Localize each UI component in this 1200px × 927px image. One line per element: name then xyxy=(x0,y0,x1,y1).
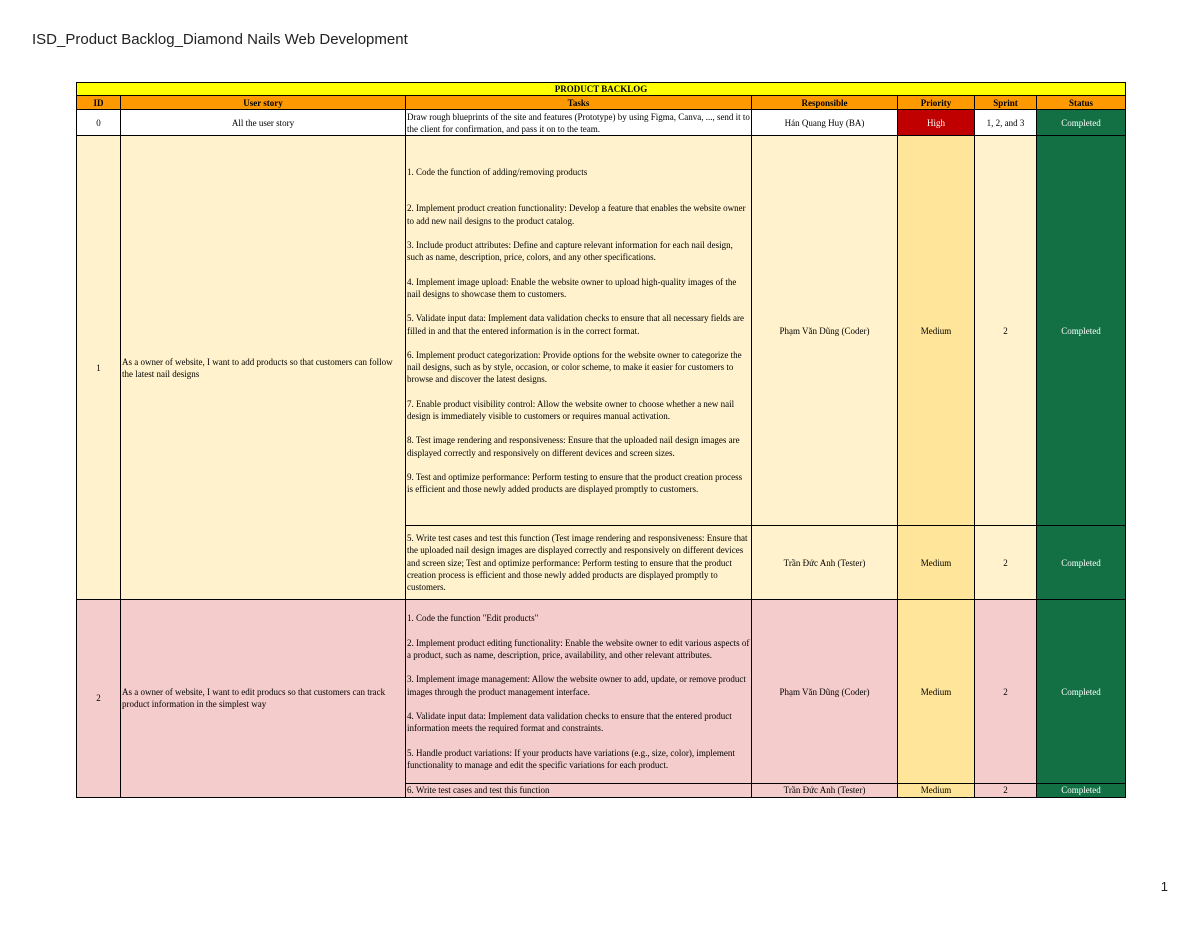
table-row xyxy=(77,110,1126,136)
user-story-cell: All the user story xyxy=(121,110,406,136)
status-badge: Completed xyxy=(1037,136,1126,526)
task-item: 4. Validate input data: Implement data validation checks to ensure that the entered product information meets the required format and constraints. xyxy=(407,710,732,734)
product-backlog-table xyxy=(76,82,1126,798)
priority-badge: Medium xyxy=(898,136,975,526)
task-item: 1. Code the function "Edit products" xyxy=(407,613,539,624)
column-header-priority: Priority xyxy=(898,96,975,110)
task-item: 8. Test image rendering and responsiveness: Ensure that the uploaded nail design images are displayed correctly and responsively on different devices and screen sizes. xyxy=(407,435,740,458)
task-item: 4. Implement image upload: Enable the website owner to upload high-quality images of the nail designs to showcase them to customers. xyxy=(407,276,737,299)
column-header-sprint: Sprint xyxy=(975,96,1037,110)
sprint-cell: 2 xyxy=(975,600,1037,784)
document-header: ISD_Product Backlog_Diamond Nails Web Development xyxy=(32,31,408,48)
page-number: 1 xyxy=(1160,879,1168,894)
task-item: 3. Implement image management: Allow the website owner to add, update, or remove product images through the product management interface. xyxy=(407,674,746,697)
responsible-cell: Phạm Văn Dũng (Coder) xyxy=(752,600,898,784)
priority-badge: Medium xyxy=(898,600,975,784)
tasks-cell xyxy=(406,526,752,600)
task-item: 5. Validate input data: Implement data validation checks to ensure that all necessary fields are filled in and that the entered information is in the correct format. xyxy=(407,313,744,336)
status-badge: Completed xyxy=(1037,526,1126,600)
status-badge: Completed xyxy=(1037,600,1126,784)
sprint-cell: 2 xyxy=(975,526,1037,600)
task-item: 3. Include product attributes: Define and capture relevant information for each nail design, such as name, description, price, colors, and any other specifications. xyxy=(407,240,733,263)
user-story-cell: As a owner of website, I want to add products so that customers can follow the latest nail designs xyxy=(121,136,406,600)
task-item: 6. Write test cases and test this function xyxy=(407,785,550,796)
task-item: 7. Enable product visibility control: Allow the website owner to choose whether a new nail design is immediately visible to customers or requires manual activation. xyxy=(407,398,735,421)
table-title: PRODUCT BACKLOG xyxy=(77,83,1126,96)
row-id: 2 xyxy=(77,600,121,797)
task-item: 2. Implement product creation functionality: Develop a feature that enables the website owner to add new nail designs to the product catalog. xyxy=(407,203,746,226)
tasks-cell xyxy=(406,136,752,526)
sprint-cell: 1, 2, and 3 xyxy=(975,110,1037,136)
priority-badge: Medium xyxy=(898,784,975,797)
task-item: 5. Handle product variations: If your products have variations (e.g., size, color), implement functionality to manage and edit the specific variations for each product. xyxy=(407,747,735,770)
task-item: 6. Implement product categorization: Provide options for the website owner to categorize the nail designs, such as by style, occasion, or color scheme, to make it easier for customers to browse and discover the latest designs. xyxy=(407,349,742,385)
user-story-cell: As a owner of website, I want to edit producs so that customers can track product information in the simplest way xyxy=(121,600,406,797)
row-id: 0 xyxy=(77,110,121,136)
column-header-user-story: User story xyxy=(121,96,406,110)
task-item: 5. Write test cases and test this function (Test image rendering and responsiveness: Ensure that the uploaded nail design images are displayed correctly and responsively on different devices and screen size; Test and optimize performance: Perform testing to ensure that the product creation process is efficient and those newly added products are displayed promptly to customers. xyxy=(407,533,748,593)
task-item: 2. Implement product editing functionality: Enable the website owner to edit various aspects of a product, such as name, description, price, availability, and other relevant attributes. xyxy=(407,637,750,661)
status-badge: Completed xyxy=(1037,110,1126,136)
status-badge: Completed xyxy=(1037,784,1126,797)
task-item: 1. Code the function of adding/removing products xyxy=(407,167,588,178)
responsible-cell: Trần Đức Anh (Tester) xyxy=(752,784,898,797)
priority-badge: High xyxy=(898,110,975,136)
tasks-cell xyxy=(406,784,752,797)
sprint-cell: 2 xyxy=(975,784,1037,797)
responsible-cell: Phạm Văn Dũng (Coder) xyxy=(752,136,898,526)
priority-badge: Medium xyxy=(898,526,975,600)
responsible-cell: Hán Quang Huy (BA) xyxy=(752,110,898,136)
column-header-id: ID xyxy=(77,96,121,110)
table-row xyxy=(77,600,1126,784)
responsible-cell: Trần Đức Anh (Tester) xyxy=(752,526,898,600)
task-item: Draw rough blueprints of the site and features (Prototype) by using Figma, Canva, ..., send it to the client for confirmation, and pass it on to the team. xyxy=(407,111,750,134)
column-header-responsible: Responsible xyxy=(752,96,898,110)
sprint-cell: 2 xyxy=(975,136,1037,526)
column-header-status: Status xyxy=(1037,96,1126,110)
tasks-cell xyxy=(406,110,752,136)
tasks-cell xyxy=(406,600,752,784)
table-row xyxy=(77,136,1126,526)
row-id: 1 xyxy=(77,136,121,600)
column-header-tasks: Tasks xyxy=(406,96,752,110)
task-item: 9. Test and optimize performance: Perform testing to ensure that the product creation process is efficient and those newly added products are displayed promptly to customers. xyxy=(407,471,743,495)
